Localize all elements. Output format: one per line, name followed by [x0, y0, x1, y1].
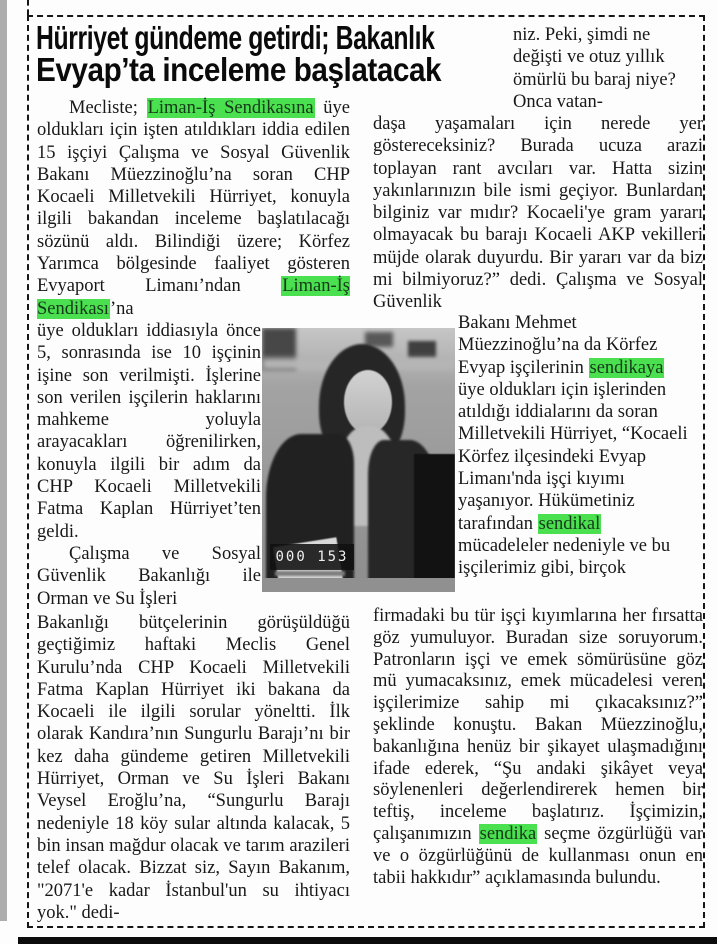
text-segment: üye oldukları için işlerinden atıldığı iddialarını da soran Milletvekili Hürriyet, “Kocaeli Körfez ilçesindeki Evyap Limanı'nda işçi kıyımı yaşanıyor. Hükümetiniz tarafından — [458, 379, 688, 534]
right-column-upper-text — [373, 113, 703, 314]
left-column-lower-text — [37, 612, 350, 924]
highlighted-phrase: Liman-İş Sendikasına — [147, 98, 314, 118]
photo-counter-caption-blur — [275, 571, 345, 576]
headline-line-1: Hürriyet gündeme getirdi; Bakanlık — [36, 19, 435, 56]
text-segment: seçme özgürlüğü var ve o özgürlüğünü de kullanması onun en tabii hakkıdır” açıklamasında bulundu. — [373, 823, 704, 888]
right-column-top-narrow-text — [513, 24, 691, 113]
text-segment: ’na — [109, 298, 134, 319]
scan-edge-strip — [0, 0, 7, 921]
right-column-beside-photo-text — [458, 312, 692, 580]
highlighted-phrase: sendikaya — [589, 357, 664, 378]
text-segment: daşa yaşamaları için nerede yer göstereceksiniz? Burada ucuza arazi toplayan rant avcıları var. Hatta sizin yakınlarınızın bile ismi geçiyor. Bunlardan bilginiz var mıdır? Kocaeli'ye gram yararı olmayacak bu barajı Kocaeli AKP vekilleri müjde olarak duyurdu. Bir yararı var da biz mi bilmiyoruz?” dedi. Çalışma ve Sosyal Güvenlik — [373, 114, 703, 313]
text-segment: firmadaki bu tür işçi kıyımlarına her fırsatta göz yumuluyor. Buradan size soruyorum. Patronların işçi ve emek sömürüsüne göz mü yumacaksınız, emek mücadelesi veren işçilerimize sahip mi çıkacaksınız?” şeklinde konuştu. Bakan Müezzinoğlu, bakanlığına henüz bir şikayet ulaşmadığını ifade ederek, “Şu andaki şikâyet veya söylenenleri değerlendirerek hemen bir teftiş, inceleme başlatırız. İşçimizin, çalışanımızın — [373, 606, 703, 844]
article-photo — [262, 328, 455, 592]
clipping-dashed-frame-top-extension — [27, 0, 29, 15]
left-column-beside-photo-text — [37, 320, 261, 610]
text-segment: Bakanlığı bütçelerinin görüşüldüğü geçtiğimiz haftaki Meclis Genel Kurulu’nda CHP Kocaeli Milletvekili Fatma Kaplan Hürriyet iki bakana da Kocaeli ile ilgili sorular yöneltti. İlk olarak Kandıra’nın Sungurlu Barajı’nı bir kez daha gündeme getiren Milletvekili Hürriyet, Orman ve Su İşleri Bakanı Veysel Eroğlu’na, “Sungurlu Barajı nedeniyle 18 köy sular altında kalacak, 5 bin insan mağdur olacak ve tarım arazileri telef olacak. Bizzat siz, Sayın Bakanım, "2071'e kadar İstanbul'un su ihtiyacı yok." dedi- — [37, 613, 350, 923]
photo-background-blob — [408, 341, 436, 358]
highlighted-phrase: Liman-İş Sendikası — [37, 276, 350, 319]
text-segment: Çalışma ve Sosyal Güvenlik Bakanlığı ile Orman ve Su İşleri — [37, 543, 261, 609]
photo-vote-counter-display: 000 153 — [270, 544, 354, 570]
photo-desk-edge — [262, 578, 455, 592]
text-segment: üye oldukları iddiasıyla önce 5, sonrasında ise 10 işçinin işine son verilmişti. İşlerine son verilen işçilerin haklarını mahkeme yoluyla arayacakları öğrenilirken, konuyla ilgili bir adım da CHP Kocaeli Milletvekili Fatma Kaplan Hürriyet’ten geldi. — [37, 321, 261, 542]
text-segment: Bakanı Mehmet Müezzinoğlu’na da Körfez Evyap işçilerinin — [458, 313, 658, 378]
text-segment: Mecliste; — [69, 98, 147, 118]
photo-person-face — [344, 370, 392, 434]
headline-line-2: Evyap’ta inceleme başlatacak — [36, 51, 442, 88]
left-column-upper-text — [37, 97, 350, 320]
adjacent-clipping-edge — [18, 937, 717, 944]
photo-desk-monitor — [414, 454, 455, 592]
text-segment: üye oldukları için işten atıldıkları iddia edilen 15 işçiyi Çalışma ve Sosyal Güvenlik Bakanı Müezzinoğlu’na soran CHP Kocaeli Milletvekili Hürriyet, konuyla ilgili bakandan inceleme başlatılacağı sözünü aldı. Bilindiği üzere; Körfez Yarımca bölgesinde faaliyet gösteren Evyaport Limanı’ndan — [37, 98, 351, 297]
highlighted-phrase: sendikal — [538, 513, 601, 534]
right-column-lower-text — [373, 606, 703, 889]
text-segment: niz. Peki, şimdi ne değişti ve otuz yıllık ömürlü bu baraj niye? Onca vatan- — [513, 25, 676, 112]
text-segment: mücadeleler nedeniyle ve bu işçilerimiz gibi, birçok — [458, 535, 671, 579]
highlighted-phrase: sendika — [479, 823, 537, 844]
